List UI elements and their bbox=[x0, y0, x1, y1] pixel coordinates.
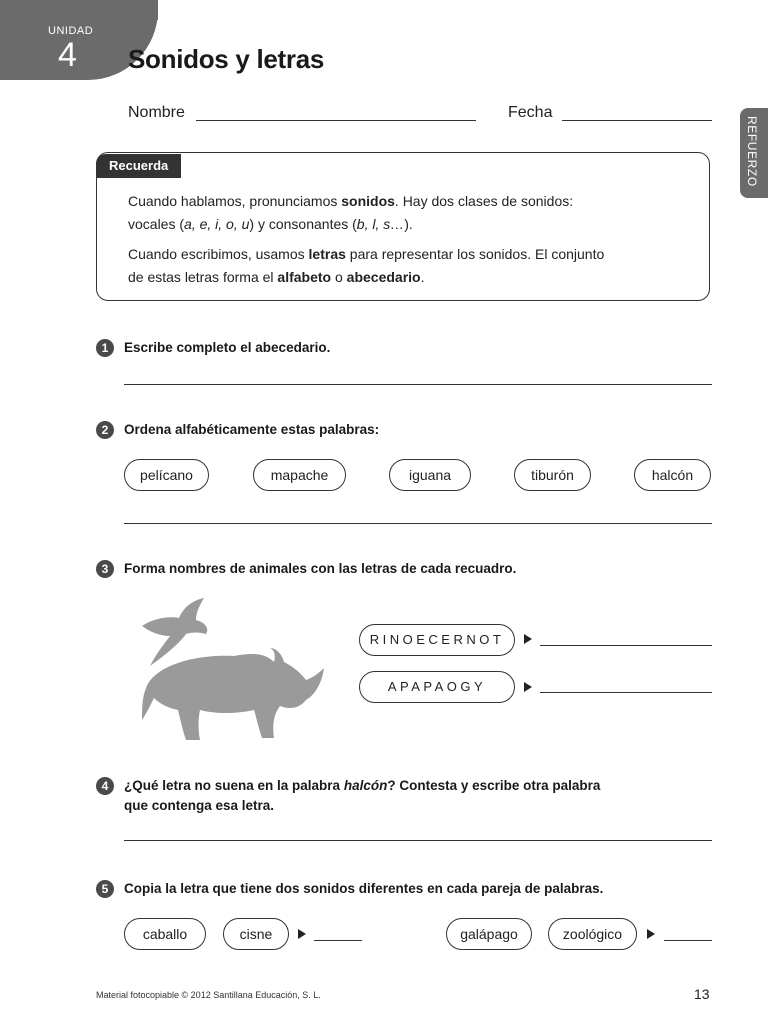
word-pill-pelicano: pelícano bbox=[124, 459, 209, 491]
bold-text: alfabeto bbox=[277, 269, 332, 285]
answer-line-3b[interactable] bbox=[540, 692, 712, 693]
recuerda-tag: Recuerda bbox=[96, 154, 181, 178]
answer-line-5a[interactable] bbox=[314, 940, 362, 941]
answer-line-1[interactable] bbox=[124, 384, 712, 385]
text: ). bbox=[404, 216, 413, 232]
question-1-text: Escribe completo el abecedario. bbox=[124, 340, 331, 355]
text: vocales ( bbox=[128, 216, 185, 232]
question-number-4: 4 bbox=[96, 777, 114, 795]
name-label: Nombre bbox=[128, 104, 185, 121]
date-label: Fecha bbox=[508, 104, 553, 121]
page-number: 13 bbox=[694, 986, 710, 1002]
bold-text: abecedario bbox=[346, 269, 421, 285]
question-2-text: Ordena alfabéticamente estas palabras: bbox=[124, 422, 380, 437]
text: ) y consonantes ( bbox=[249, 216, 357, 232]
unit-label: UNIDAD bbox=[48, 25, 94, 37]
animals-silhouette bbox=[124, 596, 334, 746]
word-pill-mapache: mapache bbox=[253, 459, 346, 491]
arrow-icon bbox=[524, 634, 532, 644]
word-pill-galapago: galápago bbox=[446, 918, 532, 950]
text: ¿Qué letra no suena en la palabra bbox=[124, 778, 344, 793]
bird-silhouette bbox=[142, 598, 207, 666]
arrow-icon bbox=[298, 929, 306, 939]
word-pill-halcon: halcón bbox=[634, 459, 711, 491]
text: . bbox=[420, 269, 425, 285]
italic-text: a, e, i, o, u bbox=[184, 216, 250, 232]
page-title: Sonidos y letras bbox=[128, 44, 325, 74]
scramble-pill-2: APAPAOGY bbox=[359, 671, 515, 703]
text: para representar los sonidos. El conjunto bbox=[345, 246, 605, 262]
answer-line-2[interactable] bbox=[124, 523, 712, 524]
text: Cuando escribimos, usamos bbox=[128, 246, 309, 262]
word-pill-tiburon: tiburón bbox=[514, 459, 591, 491]
scramble-pill-1: RINOECERNOT bbox=[359, 624, 515, 656]
bold-text: letras bbox=[308, 246, 346, 262]
word-pill-caballo: caballo bbox=[124, 918, 206, 950]
question-3-text: Forma nombres de animales con las letras de cada recuadro. bbox=[124, 561, 517, 576]
bold-text: sonidos bbox=[341, 193, 395, 209]
answer-line-4[interactable] bbox=[124, 840, 712, 841]
rhino-silhouette bbox=[142, 648, 324, 740]
text: de estas letras forma el bbox=[128, 269, 278, 285]
recuerda-paragraph-2 bbox=[128, 243, 688, 289]
italic-text: b, l, s… bbox=[356, 216, 405, 232]
question-number-5: 5 bbox=[96, 880, 114, 898]
word-pill-cisne: cisne bbox=[223, 918, 289, 950]
italic-text: halcón bbox=[343, 778, 388, 793]
arrow-icon bbox=[524, 682, 532, 692]
date-line[interactable] bbox=[562, 120, 712, 121]
question-number-3: 3 bbox=[96, 560, 114, 578]
side-tab-label: REFUERZO bbox=[745, 116, 759, 187]
question-number-1: 1 bbox=[96, 339, 114, 357]
arrow-icon bbox=[647, 929, 655, 939]
text: . Hay dos clases de sonidos: bbox=[394, 193, 574, 209]
text: Cuando hablamos, pronunciamos bbox=[128, 193, 342, 209]
text: que contenga esa letra. bbox=[124, 798, 275, 813]
name-line[interactable] bbox=[196, 120, 476, 121]
footer-copyright: Material fotocopiable © 2012 Santillana Educación, S. L. bbox=[96, 990, 321, 1000]
word-pill-iguana: iguana bbox=[389, 459, 471, 491]
text: ? Contesta y escribe otra palabra bbox=[387, 778, 601, 793]
text: o bbox=[331, 269, 347, 285]
recuerda-paragraph-1 bbox=[128, 190, 688, 236]
question-number-2: 2 bbox=[96, 421, 114, 439]
question-4-text bbox=[124, 776, 684, 816]
question-5-text: Copia la letra que tiene dos sonidos diferentes en cada pareja de palabras. bbox=[124, 881, 604, 896]
answer-line-5b[interactable] bbox=[664, 940, 712, 941]
word-pill-zoologico: zoológico bbox=[548, 918, 637, 950]
side-tab bbox=[740, 108, 768, 198]
answer-line-3a[interactable] bbox=[540, 645, 712, 646]
unit-number: 4 bbox=[58, 36, 77, 74]
